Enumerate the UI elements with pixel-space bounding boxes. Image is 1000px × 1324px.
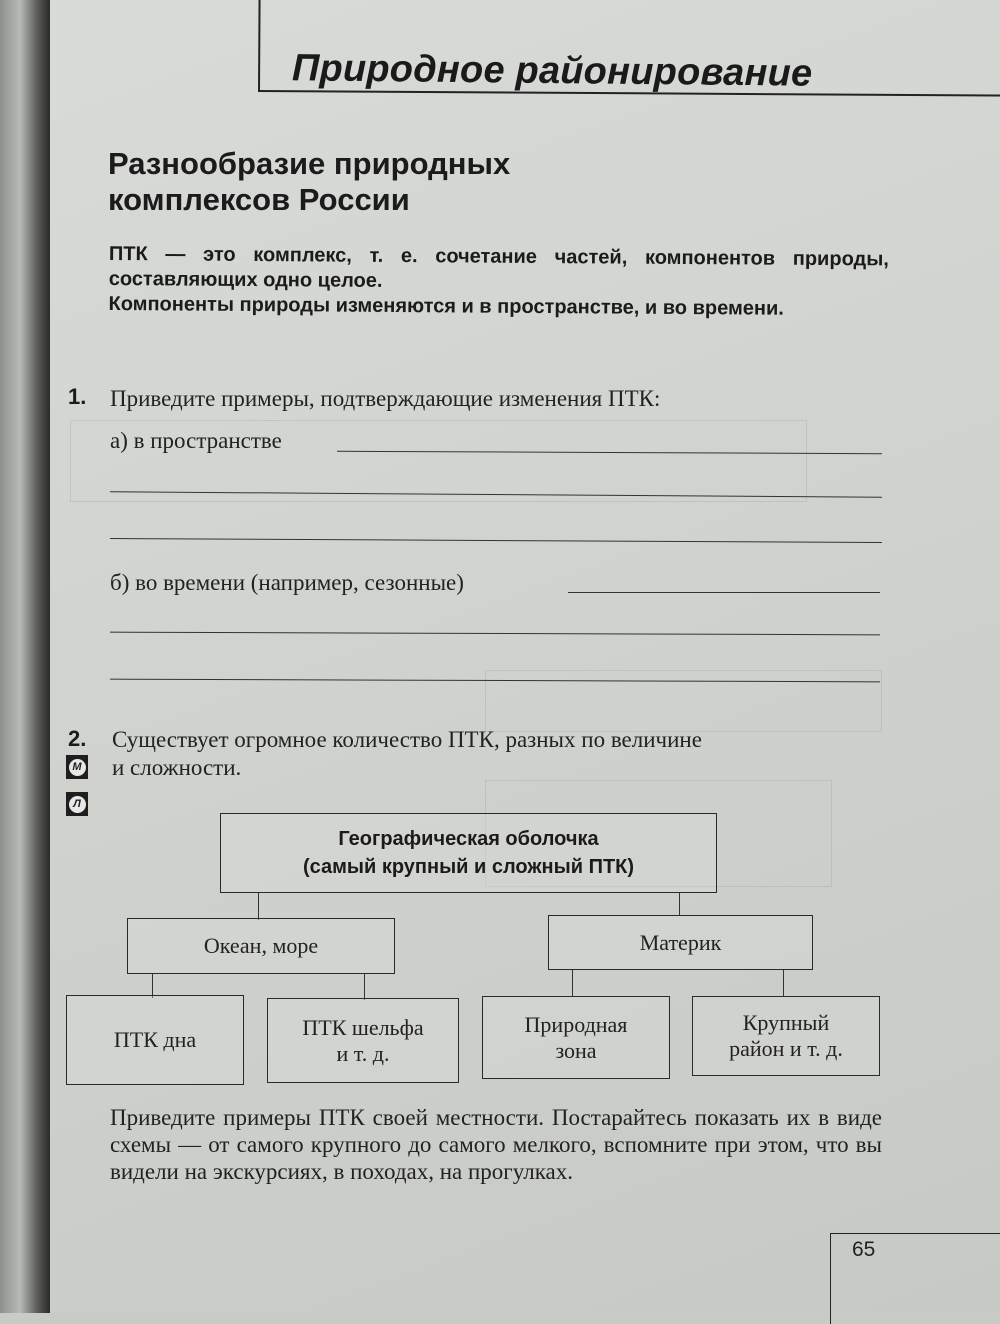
task-2-number: 2. (68, 726, 87, 751)
diagram-connector (364, 974, 365, 1000)
diagram-leaf-label: ПТК шельфа (302, 1014, 424, 1040)
definition-text: ПТК — это комплекс, т. е. сочетание частей, компонентов природы, составляющих одно целое. (108, 242, 889, 292)
definition-block (108, 242, 889, 322)
diagram-connector (258, 893, 259, 920)
diagram-node-continent (548, 915, 813, 970)
diagram-node-label: Океан, море (203, 933, 319, 958)
closing-instruction (110, 1104, 882, 1185)
diagram-leaf-label: и т. д. (336, 1040, 390, 1066)
diagram-leaf-label: ПТК дна (113, 1027, 197, 1052)
page-number: 65 (852, 1238, 876, 1261)
badge-letter: Л (69, 796, 86, 813)
badge-letter: М (69, 759, 86, 776)
diagram-root-box (220, 813, 717, 893)
diagram-root-label: Географическая оболочка (338, 828, 599, 850)
task-1a-label: а) в пространстве (110, 428, 282, 453)
definition-text: Компоненты природы изменяются и в пространстве, и во времени. (108, 292, 784, 320)
task-1b-label: б) во времени (например, сезонные) (110, 570, 464, 595)
closing-text: Приведите примеры ПТК своей местности. Постарайтесь показать их в виде схемы — от самого крупного до самого мелкого, вспомните при этом, что вы видели на экскурсиях, в походах, на прогулках. (110, 1105, 882, 1184)
diagram-leaf-seabed (66, 995, 244, 1085)
section-title-line: Разнообразие природных (108, 146, 511, 181)
answer-line-1b-1[interactable] (568, 592, 880, 593)
diagram-node-label: Материк (639, 929, 722, 955)
diagram-leaf-label: район и т. д. (729, 1036, 843, 1061)
task-1-prompt: Приведите примеры, подтверждающие изменения ПТК: (110, 386, 661, 411)
task-1-number: 1. (68, 384, 87, 409)
diagram-leaf-shelf (267, 998, 459, 1083)
diagram-leaf-large-region (692, 996, 880, 1076)
section-title-line: комплексов России (108, 182, 410, 217)
task-2-prompt-line: и сложности. (112, 755, 242, 780)
diagram-leaf-label: Природная (524, 1011, 628, 1037)
m-badge-icon (66, 755, 88, 779)
book-binding (0, 0, 50, 1313)
l-badge-icon (66, 792, 88, 816)
diagram-leaf-label: Крупный (742, 1010, 830, 1035)
diagram-leaf-natural-zone (482, 996, 670, 1079)
diagram-connector (783, 970, 784, 997)
chapter-title: Природное районирование (291, 47, 813, 95)
section-title (108, 146, 510, 218)
diagram-connector (572, 970, 573, 997)
diagram-node-ocean (127, 918, 395, 974)
task-2-prompt-line: Существует огромное количество ПТК, разных по величине (112, 727, 702, 752)
diagram-connector (679, 893, 680, 915)
diagram-root-sublabel: (самый крупный и сложный ПТК) (302, 856, 635, 878)
diagram-leaf-label: зона (555, 1037, 597, 1063)
